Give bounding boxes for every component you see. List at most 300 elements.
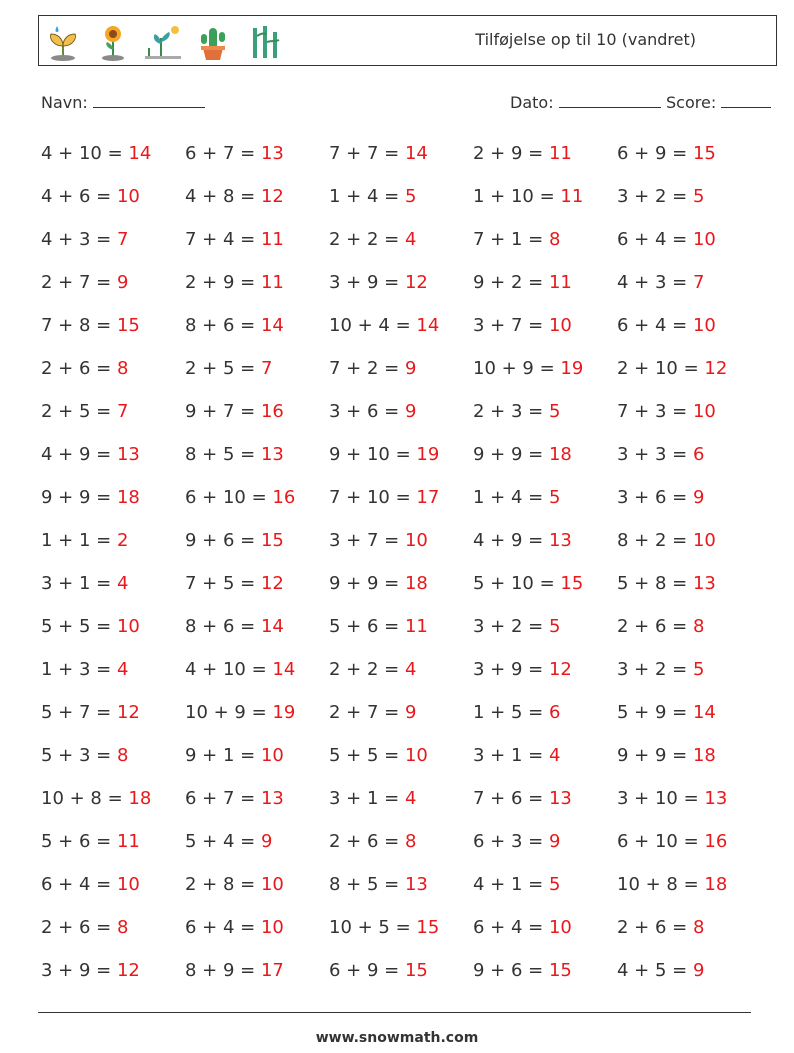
- problem-answer: 12: [704, 358, 728, 379]
- sunflower-icon: [93, 22, 133, 62]
- problem-answer: 16: [260, 401, 284, 422]
- problem-answer: 10: [692, 530, 716, 551]
- problem-answer: 10: [116, 616, 140, 637]
- date-label: Dato:: [510, 93, 554, 112]
- problem-cell: [185, 831, 272, 852]
- problem-answer: 18: [692, 745, 716, 766]
- problem-question: 3 + 9 =: [329, 272, 405, 293]
- problem-question: 8 + 5 =: [329, 874, 405, 895]
- problem-answer: 11: [116, 831, 140, 852]
- problem-answer: 11: [548, 272, 572, 293]
- problem-question: 6 + 9 =: [329, 960, 405, 981]
- problem-answer: 19: [416, 444, 440, 465]
- problem-question: 3 + 1 =: [329, 788, 405, 809]
- problem-cell: [329, 917, 439, 938]
- problem-answer: 18: [404, 573, 428, 594]
- problem-question: 6 + 7 =: [185, 788, 261, 809]
- problem-answer: 4: [404, 788, 417, 809]
- problem-question: 3 + 2 =: [617, 186, 693, 207]
- problem-question: 2 + 10 =: [617, 358, 705, 379]
- problem-cell: [41, 874, 140, 895]
- problem-answer: 9: [260, 831, 273, 852]
- problem-answer: 10: [692, 229, 716, 250]
- problem-answer: 10: [116, 874, 140, 895]
- problem-question: 2 + 7 =: [329, 702, 405, 723]
- problem-question: 7 + 8 =: [41, 315, 117, 336]
- problem-question: 9 + 1 =: [185, 745, 261, 766]
- problem-question: 4 + 3 =: [617, 272, 693, 293]
- problem-cell: [617, 272, 704, 293]
- date-line[interactable]: [559, 92, 661, 108]
- problem-answer: 5: [404, 186, 417, 207]
- problem-answer: 4: [404, 229, 417, 250]
- problem-cell: [473, 186, 583, 207]
- problem-answer: 11: [260, 229, 284, 250]
- problem-answer: 14: [272, 659, 296, 680]
- problem-question: 5 + 4 =: [185, 831, 261, 852]
- problem-question: 7 + 4 =: [185, 229, 261, 250]
- problem-answer: 13: [260, 143, 284, 164]
- problem-question: 4 + 1 =: [473, 874, 549, 895]
- problem-question: 4 + 9 =: [41, 444, 117, 465]
- problem-cell: [617, 401, 716, 422]
- problem-cell: [473, 143, 572, 164]
- problem-question: 5 + 6 =: [329, 616, 405, 637]
- worksheet-title: Tilføjelse op til 10 (vandret): [475, 30, 696, 49]
- problem-question: 7 + 6 =: [473, 788, 549, 809]
- problem-question: 6 + 4 =: [473, 917, 549, 938]
- problem-question: 2 + 9 =: [185, 272, 261, 293]
- problem-answer: 10: [260, 874, 284, 895]
- problem-question: 2 + 8 =: [185, 874, 261, 895]
- problem-answer: 13: [548, 530, 572, 551]
- problem-cell: [185, 917, 284, 938]
- problem-answer: 7: [260, 358, 273, 379]
- problem-answer: 7: [116, 229, 129, 250]
- problem-cell: [185, 143, 284, 164]
- problem-answer: 11: [548, 143, 572, 164]
- problem-answer: 10: [260, 745, 284, 766]
- problem-question: 3 + 6 =: [329, 401, 405, 422]
- problem-answer: 5: [548, 874, 561, 895]
- problem-question: 3 + 7 =: [473, 315, 549, 336]
- problem-cell: [185, 186, 284, 207]
- problem-question: 10 + 4 =: [329, 315, 417, 336]
- problem-cell: [617, 573, 716, 594]
- score-line[interactable]: [721, 92, 771, 108]
- problem-answer: 8: [404, 831, 417, 852]
- problem-question: 2 + 6 =: [329, 831, 405, 852]
- name-label: Navn:: [41, 93, 88, 112]
- problem-answer: 14: [260, 616, 284, 637]
- problem-question: 9 + 9 =: [617, 745, 693, 766]
- problem-answer: 17: [260, 960, 284, 981]
- problem-cell: [329, 315, 439, 336]
- problem-answer: 9: [692, 960, 705, 981]
- problem-answer: 9: [116, 272, 129, 293]
- problem-answer: 15: [404, 960, 428, 981]
- problem-answer: 8: [692, 917, 705, 938]
- problem-question: 1 + 4 =: [329, 186, 405, 207]
- problem-cell: [329, 874, 428, 895]
- date-field[interactable]: [510, 92, 661, 112]
- problem-question: 5 + 5 =: [41, 616, 117, 637]
- problem-cell: [41, 272, 128, 293]
- problem-answer: 9: [548, 831, 561, 852]
- problem-answer: 14: [692, 702, 716, 723]
- problem-cell: [473, 487, 560, 508]
- problem-cell: [41, 616, 140, 637]
- problem-answer: 11: [560, 186, 584, 207]
- problem-question: 6 + 3 =: [473, 831, 549, 852]
- problem-question: 7 + 1 =: [473, 229, 549, 250]
- problem-cell: [617, 616, 704, 637]
- problem-question: 6 + 4 =: [41, 874, 117, 895]
- problem-cell: [617, 659, 704, 680]
- problem-question: 4 + 10 =: [185, 659, 273, 680]
- problem-cell: [329, 788, 416, 809]
- footer-divider: [38, 1012, 751, 1013]
- problem-question: 3 + 1 =: [473, 745, 549, 766]
- problem-answer: 14: [260, 315, 284, 336]
- problem-cell: [185, 616, 284, 637]
- problem-cell: [617, 745, 716, 766]
- problem-cell: [41, 143, 151, 164]
- problem-question: 2 + 2 =: [329, 659, 405, 680]
- score-label: Score:: [666, 93, 717, 112]
- problem-cell: [473, 530, 572, 551]
- problem-answer: 13: [404, 874, 428, 895]
- problem-answer: 9: [404, 358, 417, 379]
- problem-question: 2 + 5 =: [41, 401, 117, 422]
- problem-question: 3 + 2 =: [473, 616, 549, 637]
- problem-question: 5 + 10 =: [473, 573, 561, 594]
- problem-cell: [185, 960, 284, 981]
- problem-answer: 5: [692, 659, 705, 680]
- problem-question: 2 + 6 =: [41, 358, 117, 379]
- problem-question: 9 + 7 =: [185, 401, 261, 422]
- problem-cell: [473, 702, 560, 723]
- problem-question: 2 + 6 =: [617, 616, 693, 637]
- problem-cell: [473, 272, 572, 293]
- problem-question: 2 + 9 =: [473, 143, 549, 164]
- problem-question: 6 + 4 =: [617, 315, 693, 336]
- problem-cell: [473, 573, 583, 594]
- problem-cell: [185, 401, 284, 422]
- problem-cell: [329, 831, 416, 852]
- problem-question: 3 + 1 =: [41, 573, 117, 594]
- problem-question: 8 + 6 =: [185, 616, 261, 637]
- problem-answer: 13: [692, 573, 716, 594]
- problem-question: 9 + 6 =: [473, 960, 549, 981]
- problem-question: 3 + 2 =: [617, 659, 693, 680]
- problem-answer: 11: [404, 616, 428, 637]
- problem-cell: [617, 788, 727, 809]
- problem-question: 5 + 5 =: [329, 745, 405, 766]
- problem-question: 2 + 6 =: [41, 917, 117, 938]
- problem-question: 4 + 5 =: [617, 960, 693, 981]
- problem-question: 6 + 10 =: [185, 487, 273, 508]
- problem-question: 2 + 5 =: [185, 358, 261, 379]
- problem-cell: [473, 874, 560, 895]
- problem-cell: [617, 917, 704, 938]
- problem-question: 2 + 7 =: [41, 272, 117, 293]
- problem-answer: 12: [260, 573, 284, 594]
- problem-cell: [617, 444, 704, 465]
- problem-cell: [185, 487, 295, 508]
- problem-cell: [329, 702, 416, 723]
- problem-answer: 5: [548, 616, 561, 637]
- header-icons: [43, 22, 283, 62]
- problem-cell: [473, 358, 583, 379]
- problem-cell: [185, 358, 272, 379]
- problem-question: 4 + 6 =: [41, 186, 117, 207]
- problem-cell: [329, 573, 428, 594]
- problem-question: 3 + 7 =: [329, 530, 405, 551]
- problem-cell: [473, 745, 560, 766]
- problem-cell: [185, 659, 295, 680]
- problem-question: 9 + 9 =: [329, 573, 405, 594]
- problem-cell: [41, 573, 128, 594]
- problem-answer: 8: [116, 917, 129, 938]
- problem-answer: 19: [560, 358, 584, 379]
- problem-cell: [329, 401, 416, 422]
- problem-question: 7 + 10 =: [329, 487, 417, 508]
- problem-answer: 14: [128, 143, 152, 164]
- problem-answer: 12: [404, 272, 428, 293]
- problem-cell: [617, 831, 727, 852]
- problem-question: 9 + 2 =: [473, 272, 549, 293]
- problem-answer: 15: [692, 143, 716, 164]
- problem-question: 7 + 7 =: [329, 143, 405, 164]
- problem-cell: [41, 788, 151, 809]
- problem-answer: 17: [416, 487, 440, 508]
- problem-answer: 5: [692, 186, 705, 207]
- problem-cell: [473, 917, 572, 938]
- problem-cell: [473, 831, 560, 852]
- problem-answer: 15: [116, 315, 140, 336]
- problem-answer: 13: [260, 788, 284, 809]
- problem-cell: [185, 702, 295, 723]
- problem-answer: 18: [704, 874, 728, 895]
- problem-answer: 18: [548, 444, 572, 465]
- problem-cell: [473, 401, 560, 422]
- problem-question: 2 + 2 =: [329, 229, 405, 250]
- problem-cell: [473, 659, 572, 680]
- problem-cell: [329, 272, 428, 293]
- problem-answer: 8: [548, 229, 561, 250]
- problem-cell: [617, 487, 704, 508]
- problem-cell: [41, 702, 140, 723]
- name-field[interactable]: [41, 92, 205, 112]
- plant-growth-icon: [143, 22, 183, 62]
- problem-answer: 7: [692, 272, 705, 293]
- problem-question: 10 + 8 =: [617, 874, 705, 895]
- header-box: [38, 15, 777, 66]
- problem-answer: 9: [404, 702, 417, 723]
- problem-cell: [41, 229, 128, 250]
- problem-cell: [41, 745, 128, 766]
- sprout-watering-icon: [43, 22, 83, 62]
- problem-question: 5 + 6 =: [41, 831, 117, 852]
- problem-question: 9 + 9 =: [41, 487, 117, 508]
- problem-question: 6 + 4 =: [185, 917, 261, 938]
- problem-answer: 13: [548, 788, 572, 809]
- problem-cell: [185, 444, 284, 465]
- problem-answer: 4: [116, 659, 129, 680]
- problem-cell: [41, 917, 128, 938]
- problem-cell: [41, 831, 140, 852]
- problem-answer: 18: [128, 788, 152, 809]
- problem-question: 4 + 9 =: [473, 530, 549, 551]
- problem-cell: [329, 659, 416, 680]
- problem-cell: [617, 874, 727, 895]
- problem-cell: [41, 401, 128, 422]
- problem-answer: 8: [116, 745, 129, 766]
- problem-cell: [473, 616, 560, 637]
- problem-answer: 4: [404, 659, 417, 680]
- problem-cell: [41, 487, 140, 508]
- problem-cell: [473, 229, 560, 250]
- problem-answer: 12: [116, 702, 140, 723]
- problem-answer: 11: [260, 272, 284, 293]
- problem-cell: [617, 530, 716, 551]
- problem-cell: [329, 487, 439, 508]
- problem-question: 7 + 5 =: [185, 573, 261, 594]
- problem-answer: 9: [404, 401, 417, 422]
- problem-cell: [329, 444, 439, 465]
- problem-question: 1 + 10 =: [473, 186, 561, 207]
- problem-answer: 4: [116, 573, 129, 594]
- problem-question: 10 + 8 =: [41, 788, 129, 809]
- problem-cell: [617, 229, 716, 250]
- problem-question: 5 + 7 =: [41, 702, 117, 723]
- problem-answer: 5: [548, 401, 561, 422]
- problem-question: 10 + 9 =: [473, 358, 561, 379]
- problem-cell: [329, 143, 428, 164]
- problem-answer: 10: [692, 401, 716, 422]
- problem-question: 5 + 3 =: [41, 745, 117, 766]
- problem-cell: [41, 358, 128, 379]
- name-line[interactable]: [93, 92, 205, 108]
- problem-question: 3 + 6 =: [617, 487, 693, 508]
- problem-question: 8 + 5 =: [185, 444, 261, 465]
- problem-question: 4 + 10 =: [41, 143, 129, 164]
- problem-answer: 18: [116, 487, 140, 508]
- problem-question: 8 + 2 =: [617, 530, 693, 551]
- problem-answer: 10: [404, 530, 428, 551]
- problem-cell: [185, 745, 284, 766]
- problem-answer: 14: [416, 315, 440, 336]
- problem-question: 7 + 3 =: [617, 401, 693, 422]
- problem-answer: 10: [404, 745, 428, 766]
- problem-cell: [329, 616, 428, 637]
- problem-cell: [617, 143, 716, 164]
- problem-answer: 8: [116, 358, 129, 379]
- cactus-pot-icon: [193, 22, 233, 62]
- problem-question: 1 + 3 =: [41, 659, 117, 680]
- problem-question: 6 + 9 =: [617, 143, 693, 164]
- problem-question: 3 + 9 =: [41, 960, 117, 981]
- problem-answer: 14: [404, 143, 428, 164]
- problem-cell: [185, 315, 284, 336]
- problem-answer: 9: [692, 487, 705, 508]
- problem-answer: 6: [692, 444, 705, 465]
- problem-question: 3 + 3 =: [617, 444, 693, 465]
- problem-cell: [329, 358, 416, 379]
- problem-answer: 13: [704, 788, 728, 809]
- problem-cell: [329, 960, 428, 981]
- problem-cell: [41, 444, 140, 465]
- problem-cell: [41, 530, 128, 551]
- problem-cell: [41, 659, 128, 680]
- problem-cell: [329, 186, 416, 207]
- problem-answer: 4: [548, 745, 561, 766]
- problem-answer: 15: [260, 530, 284, 551]
- problem-cell: [617, 702, 716, 723]
- problem-question: 4 + 8 =: [185, 186, 261, 207]
- problem-answer: 10: [692, 315, 716, 336]
- problem-cell: [41, 186, 140, 207]
- problem-cell: [185, 530, 284, 551]
- problem-question: 5 + 8 =: [617, 573, 693, 594]
- problem-cell: [617, 186, 704, 207]
- problem-cell: [473, 960, 572, 981]
- problem-question: 9 + 9 =: [473, 444, 549, 465]
- problem-question: 8 + 6 =: [185, 315, 261, 336]
- problem-answer: 10: [116, 186, 140, 207]
- problem-cell: [617, 358, 727, 379]
- score-field[interactable]: [666, 92, 771, 112]
- problem-question: 9 + 10 =: [329, 444, 417, 465]
- problem-answer: 8: [692, 616, 705, 637]
- problem-cell: [329, 229, 416, 250]
- problem-cell: [329, 530, 428, 551]
- problem-cell: [41, 960, 140, 981]
- problem-question: 4 + 3 =: [41, 229, 117, 250]
- problem-question: 6 + 7 =: [185, 143, 261, 164]
- problem-answer: 6: [548, 702, 561, 723]
- problem-cell: [185, 788, 284, 809]
- problem-cell: [185, 229, 284, 250]
- problem-cell: [329, 745, 428, 766]
- problem-answer: 10: [548, 315, 572, 336]
- problem-answer: 10: [548, 917, 572, 938]
- problem-question: 10 + 9 =: [185, 702, 273, 723]
- problem-question: 10 + 5 =: [329, 917, 417, 938]
- problem-cell: [185, 573, 284, 594]
- problem-cell: [185, 874, 284, 895]
- problem-question: 7 + 2 =: [329, 358, 405, 379]
- problem-question: 1 + 5 =: [473, 702, 549, 723]
- bamboo-icon: [243, 22, 283, 62]
- problem-answer: 13: [116, 444, 140, 465]
- problem-question: 2 + 3 =: [473, 401, 549, 422]
- problem-question: 6 + 4 =: [617, 229, 693, 250]
- problem-answer: 10: [260, 917, 284, 938]
- problem-cell: [41, 315, 140, 336]
- problem-cell: [185, 272, 284, 293]
- problem-answer: 15: [560, 573, 584, 594]
- problem-cell: [473, 315, 572, 336]
- problem-question: 3 + 10 =: [617, 788, 705, 809]
- problem-answer: 13: [260, 444, 284, 465]
- problem-question: 3 + 9 =: [473, 659, 549, 680]
- problem-cell: [473, 444, 572, 465]
- problem-answer: 12: [260, 186, 284, 207]
- problem-answer: 16: [704, 831, 728, 852]
- problem-answer: 7: [116, 401, 129, 422]
